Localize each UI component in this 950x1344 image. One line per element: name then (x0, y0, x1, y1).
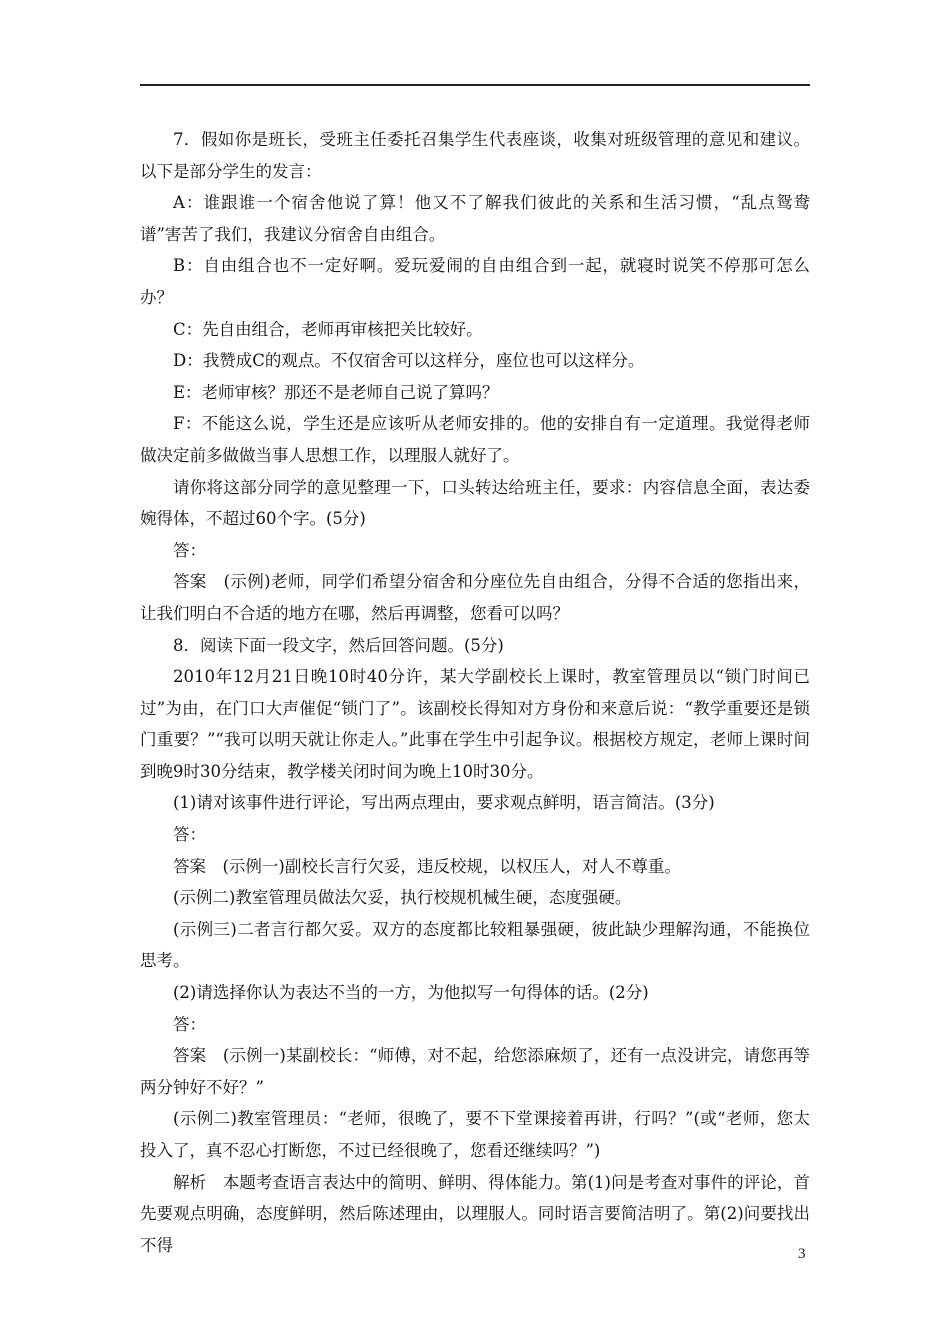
student-d-statement: D：我赞成C的观点。不仅宿舍可以这样分，座位也可以这样分。 (173, 351, 645, 371)
part-1-answer-example-1: 答案 (示例一)副校长言行欠妥，违反校规，以权压人，对人不尊重。 (173, 856, 681, 876)
student-b-statement: B：自由组合也不一定好啊。爱玩爱闹的自由组合到一起，就寝时说笑不停那可怎么办？ (140, 256, 810, 307)
question-8-prompt: 8．阅读下面一段文字，然后回答问题。(5分) (173, 635, 504, 655)
student-f-statement: F：不能这么说，学生还是应该听从老师安排的。他的安排自有一定道理。我觉得老师做决定前多做做当事人思想工作，以理服人就好了。 (140, 414, 810, 465)
answer-blank: 答： (173, 825, 206, 845)
question-8-part-1: (1)请对该事件进行评论，写出两点理由，要求观点鲜明，语言简洁。(3分) (173, 793, 715, 813)
student-e-statement: E：老师审核？那还不是老师自己说了算吗？ (173, 382, 499, 402)
document-body (140, 124, 810, 1261)
question-7-prompt: 7．假如你是班长，受班主任委托召集学生代表座谈，收集对班级管理的意见和建议。以下是部分学生的发言： (140, 130, 810, 181)
header-rule (140, 84, 810, 86)
part-2-answer-example-1: 答案 (示例一)某副校长：“师傅，对不起，给您添麻烦了，还有一点没讲完，请您再等两分钟好不好？” (140, 1046, 810, 1097)
part-1-answer-example-3: (示例三)二者言行都欠妥。双方的态度都比较粗暴强硬，彼此缺少理解沟通，不能换位思考。 (140, 919, 810, 971)
answer-blank: 答： (173, 1014, 206, 1034)
question-7-answer: 答案 (示例)老师，同学们希望分宿舍和分座位先自由组合，分得不合适的您指出来，让我们明白不合适的地方在哪，然后再调整，您看可以吗？ (140, 572, 810, 623)
question-7-task: 请你将这部分同学的意见整理一下，口头转达给班主任，要求：内容信息全面，表达委婉得体，不超过60个字。(5分) (140, 477, 810, 529)
page-number: 3 (798, 1246, 806, 1262)
part-2-answer-example-2: (示例二)教室管理员：“老师，很晚了，要不下堂课接着再讲，行吗？”(或“老师，您太投入了，真不忍心打断您，不过已经很晚了，您看还继续吗？”) (140, 1109, 810, 1160)
answer-blank: 答： (173, 540, 206, 560)
part-1-answer-example-2: (示例二)教室管理员做法欠妥，执行校规机械生硬，态度强硬。 (173, 888, 632, 908)
student-a-statement: A：谁跟谁一个宿舍他说了算！他又不了解我们彼此的关系和生活习惯，“乱点鸳鸯谱”害苦了我们，我建议分宿舍自由组合。 (140, 193, 810, 244)
analysis-paragraph: 解析 本题考查语言表达中的简明、鲜明、得体能力。第(1)问是考查对事件的评论，首先要观点明确，态度鲜明，然后陈述理由，以理服人。同时语言要简洁明了。第(2)问要找出不得 (140, 1172, 810, 1255)
student-c-statement: C：先自由组合，老师再审核把关比较好。 (173, 319, 483, 339)
question-8-part-2: (2)请选择你认为表达不当的一方，为他拟写一句得体的话。(2分) (173, 983, 649, 1003)
question-8-passage: 2010年12月21日晚10时40分许，某大学副校长上课时，教室管理员以“锁门时间已过”为由，在门口大声催促“锁门了”。该副校长得知对方身份和来意后说：“教学重要还是锁门重要？”“我可以明天就让你走人。”此事在学生中引起争议。根据校方规定，老师上课时间到晚9时30分结束，教学楼关闭时间为晚上10时30分。 (140, 667, 810, 781)
